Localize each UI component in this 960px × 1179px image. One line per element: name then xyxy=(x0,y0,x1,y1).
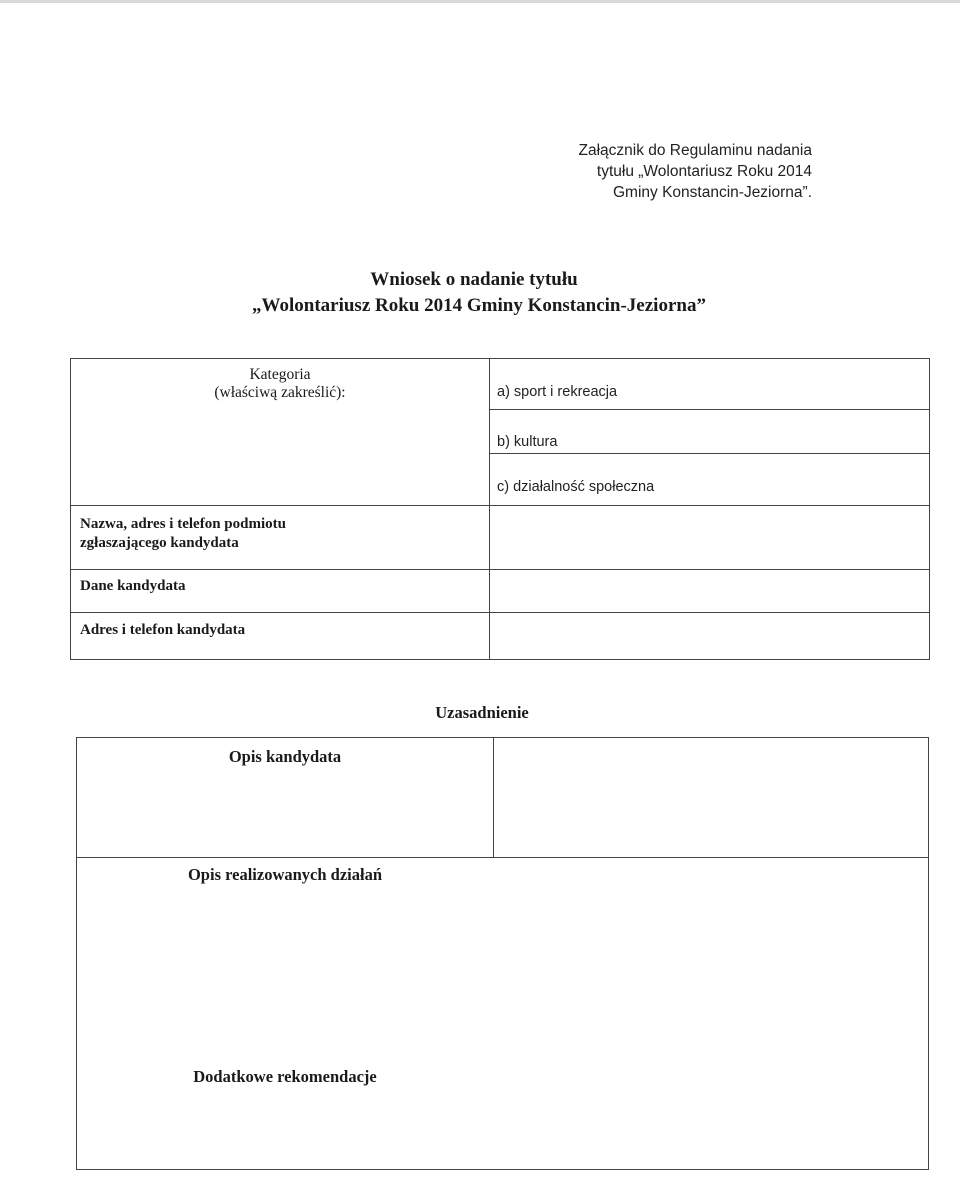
justification-heading: Uzasadnienie xyxy=(435,703,529,722)
document-title-line-2: „Wolontariusz Roku 2014 Gminy Konstancin-Jeziorna” xyxy=(252,295,706,316)
option-social-activity[interactable]: c) działalność społeczna xyxy=(497,479,655,495)
candidate-address-field[interactable] xyxy=(490,613,929,659)
candidate-description-label: Opis kandydata xyxy=(228,747,342,766)
option-separator-2 xyxy=(489,453,929,454)
table2-right-border xyxy=(928,737,929,1170)
table2-separator-1 xyxy=(76,857,929,858)
candidate-data-field[interactable] xyxy=(490,570,929,612)
annex-line-3: Gminy Konstancin-Jeziorna”. xyxy=(613,184,812,201)
candidate-description-field[interactable] xyxy=(494,738,928,857)
document-title-line-1: Wniosek o nadanie tytułu xyxy=(370,269,578,290)
activities-description-field[interactable] xyxy=(77,890,928,1055)
table1-bottom-border xyxy=(70,659,930,660)
table2-bottom-border xyxy=(76,1169,929,1170)
activities-description-label: Opis realizowanych działań xyxy=(187,865,383,884)
submitter-field[interactable] xyxy=(490,506,929,569)
candidate-data-label: Dane kandydata xyxy=(80,578,186,594)
option-sport[interactable]: a) sport i rekreacja xyxy=(497,384,618,400)
annex-line-2: tytułu „Wolontariusz Roku 2014 xyxy=(596,163,812,180)
submitter-label-line-2: zgłaszającego kandydata xyxy=(80,535,239,551)
candidate-address-label: Adres i telefon kandydata xyxy=(80,622,246,638)
recommendations-label: Dodatkowe rekomendacje xyxy=(193,1067,377,1086)
scan-top-edge xyxy=(0,0,960,3)
category-label: Kategoria xyxy=(249,366,311,383)
annex-note xyxy=(578,140,812,203)
recommendations-field[interactable] xyxy=(77,1092,928,1169)
table1-right-border xyxy=(929,358,930,660)
table1-left-border xyxy=(70,358,71,660)
option-separator-1 xyxy=(489,409,929,410)
annex-line-1: Załącznik do Regulaminu nadania xyxy=(578,142,812,159)
table1-top-border xyxy=(70,358,930,359)
option-culture[interactable]: b) kultura xyxy=(497,434,558,450)
submitter-label: Nazwa, adres i telefon podmiotu xyxy=(80,516,286,532)
category-hint: (właściwą zakreślić): xyxy=(214,384,346,401)
